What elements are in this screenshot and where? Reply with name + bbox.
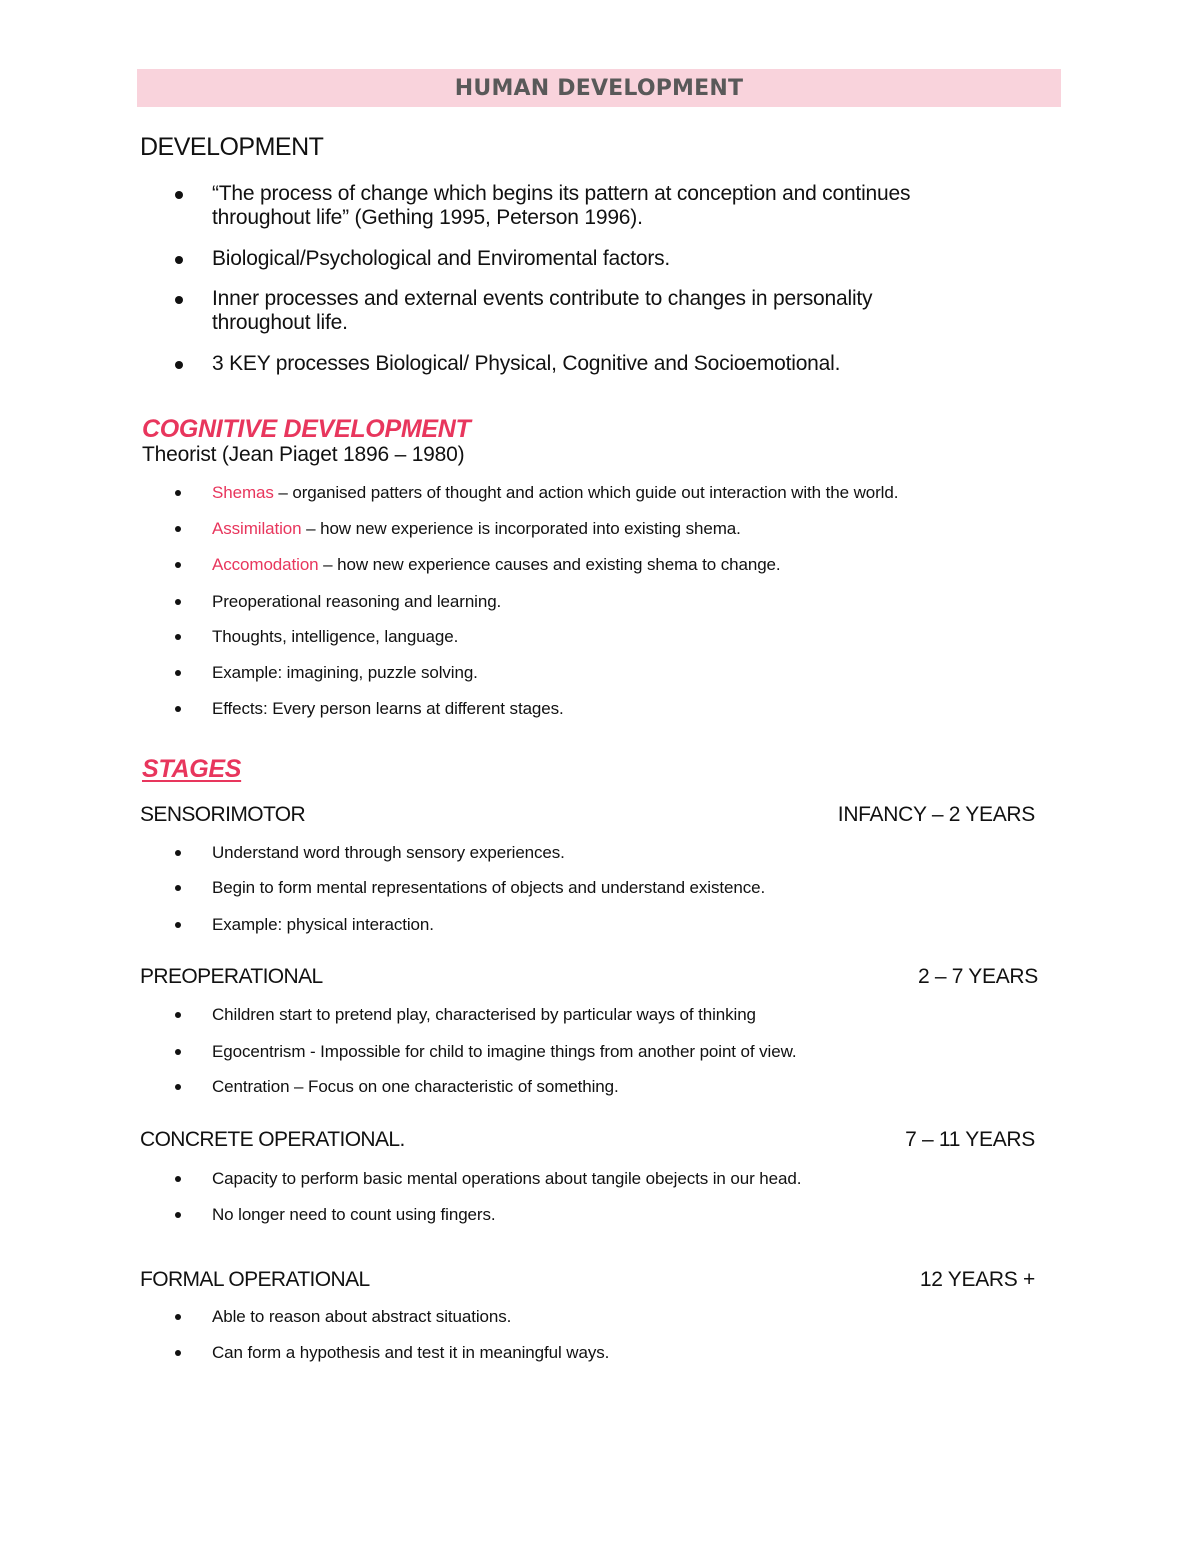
list-item: No longer need to count using fingers.: [212, 1205, 496, 1224]
term-assimilation: Assimilation: [212, 519, 302, 538]
list-item: Can form a hypothesis and test it in meaningful ways.: [212, 1343, 610, 1362]
list-item: Egocentrism - Impossible for child to imagine things from another point of view.: [212, 1042, 797, 1061]
list-item: Begin to form mental representations of objects and understand existence.: [212, 878, 766, 897]
stage-name: FORMAL OPERATIONAL: [140, 1268, 370, 1291]
list-item: Able to reason about abstract situations.: [212, 1307, 512, 1326]
stage-name: PREOPERATIONAL: [140, 965, 323, 988]
list-item: “The process of change which begins its pattern at conception and continues throughout life” (Gething 1995, Peterson 1996).: [212, 182, 911, 229]
cognitive-heading: COGNITIVE DEVELOPMENT: [142, 415, 471, 443]
list-item: Biological/Psychological and Enviromental factors.: [212, 247, 671, 270]
theorist-line: Theorist (Jean Piaget 1896 – 1980): [142, 443, 465, 466]
list-item: Example: physical interaction.: [212, 915, 434, 934]
list-item: Effects: Every person learns at different stages.: [212, 699, 564, 718]
list-item: Accomodation – how new experience causes and existing shema to change.: [212, 555, 781, 574]
stage-age: 12 YEARS +: [919, 1268, 1035, 1291]
list-item: Capacity to perform basic mental operations about tangile obejects in our head.: [212, 1169, 802, 1188]
term-shemas: Shemas: [212, 483, 274, 502]
list-item: Centration – Focus on one characteristic of something.: [212, 1077, 619, 1096]
list-item: Children start to pretend play, characterised by particular ways of thinking: [212, 1005, 756, 1024]
stage-name: SENSORIMOTOR: [140, 803, 306, 826]
stage-age: 2 – 7 YEARS: [917, 965, 1038, 988]
development-heading: DEVELOPMENT: [140, 133, 324, 161]
list-item: Example: imagining, puzzle solving.: [212, 663, 478, 682]
stages-heading: STAGES: [142, 755, 242, 783]
stage-name: CONCRETE OPERATIONAL.: [140, 1128, 405, 1151]
list-item: Preoperational reasoning and learning.: [212, 592, 502, 611]
page-title: HUMAN DEVELOPMENT: [454, 75, 744, 101]
stage-age: 7 – 11 YEARS: [905, 1128, 1035, 1151]
term-accomodation: Accomodation: [212, 555, 319, 574]
list-item: Inner processes and external events contribute to changes in personality throughout life.: [212, 287, 873, 334]
list-item: Understand word through sensory experiences.: [212, 843, 565, 862]
list-item: Thoughts, intelligence, language.: [212, 627, 459, 646]
stage-age: INFANCY – 2 YEARS: [837, 803, 1035, 826]
title-banner: [137, 69, 1061, 107]
list-item: Shemas – organised patters of thought and action which guide out interaction with the world.: [212, 483, 899, 502]
list-item: 3 KEY processes Biological/ Physical, Cognitive and Socioemotional.: [212, 352, 841, 375]
list-item: Assimilation – how new experience is incorporated into existing shema.: [212, 519, 741, 538]
